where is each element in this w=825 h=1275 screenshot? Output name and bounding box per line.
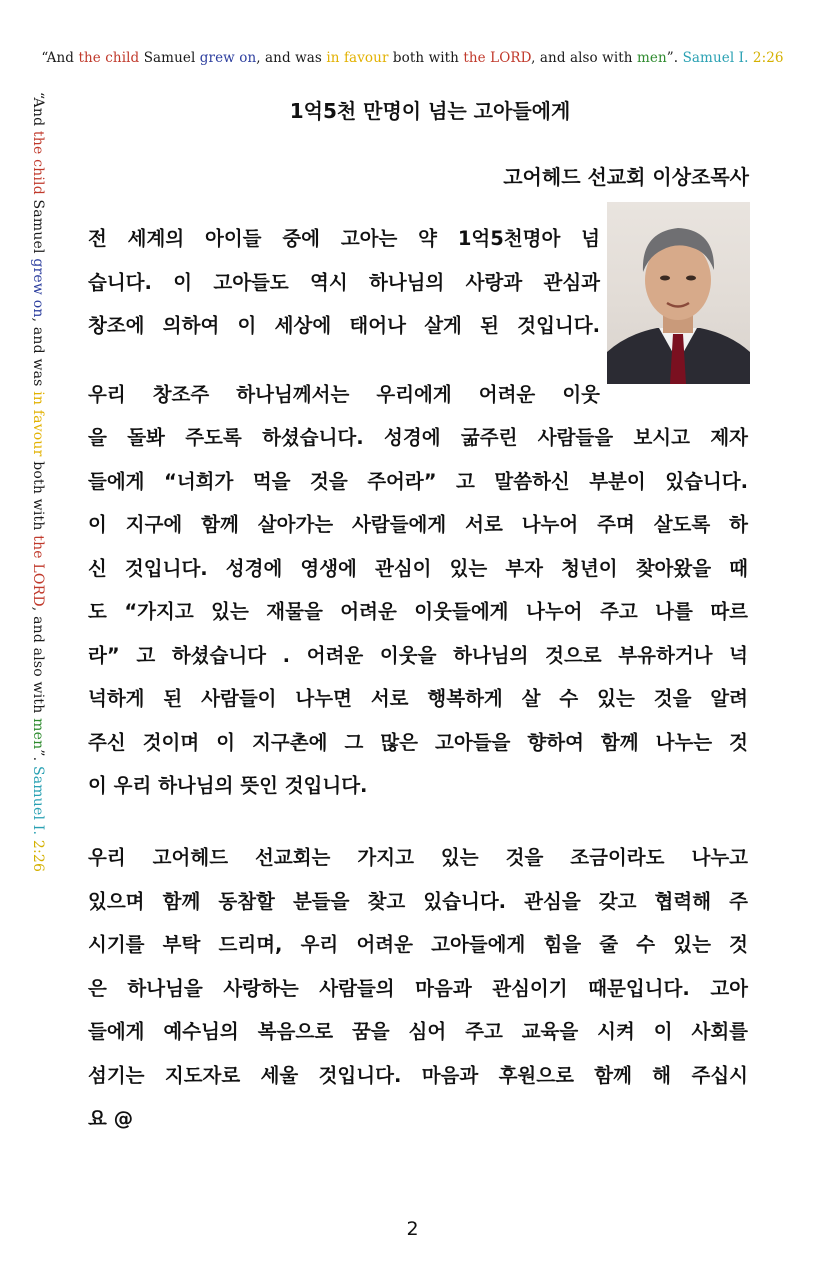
text-line: 있으며 함께 동참할 분들을 찾고 있습니다. 관심을 갖고 협력해 주 — [88, 889, 748, 913]
side-verse-banner — [30, 92, 46, 873]
text-line: 습니다. 이 고아들도 역시 하나님의 사랑과 관심과 — [88, 270, 600, 294]
banner-part: in favour — [326, 50, 393, 66]
banner-part: Samuel I. — [682, 50, 753, 66]
banner-part: , and also with — [30, 606, 46, 719]
text-line: 주신 것이며 이 지구촌에 그 많은 고아들을 향하여 함께 나누는 것 — [88, 730, 748, 754]
banner-part: 2:26 — [752, 50, 784, 66]
banner-part: Samuel — [30, 199, 46, 259]
paragraph-1 — [88, 217, 600, 348]
text-line: 을 돌봐 주도록 하셨습니다. 성경에 굶주린 사람들을 보시고 제자 — [88, 426, 748, 449]
banner-part: Samuel — [143, 50, 200, 66]
text-line: 은 하나님을 사랑하는 사람들의 마음과 관심이기 때문입니다. 고아 — [88, 976, 748, 1000]
banner-part: ”. — [666, 50, 683, 66]
banner-part: the LORD — [30, 535, 46, 607]
banner-part: in favour — [30, 391, 46, 462]
banner-part: 2:26 — [30, 839, 46, 873]
banner-part: , and was — [30, 317, 46, 392]
text-line: 전 세계의 아이들 중에 고아는 약 1억5천명아 넘 — [88, 227, 600, 250]
page-title: 1억5천 만명이 넘는 고아들에게 — [289, 99, 571, 123]
text-line: 시기를 부탁 드리며, 우리 어려운 고아들에게 힘을 줄 수 있는 것 — [88, 933, 748, 956]
text-line: 넉하게 된 사람들이 나누면 서로 행복하게 살 수 있는 것을 알려 — [88, 687, 748, 710]
paragraph-2-first-line — [88, 373, 600, 417]
banner-part: both with — [392, 50, 464, 66]
banner-part: the child — [78, 50, 144, 66]
author-line: 고어헤드 선교회 이상조목사 — [503, 165, 749, 189]
text-line: 도 “가지고 있는 재물을 어려운 이웃들에게 나누어 주고 나를 따르 — [88, 600, 748, 623]
banner-part: men — [30, 718, 46, 750]
text-line: 이 우리 하나님의 뜻인 것입니다. — [88, 774, 368, 797]
text-line: 창조에 의하여 이 세상에 태어나 살게 된 것입니다. — [88, 314, 600, 337]
banner-part: both with — [30, 461, 46, 536]
banner-part: , and also with — [531, 50, 637, 66]
author-photo — [607, 202, 750, 384]
text-line: 들에게 예수님의 복음으로 꿈을 심어 주고 교육을 시켜 이 사회를 — [88, 1020, 748, 1043]
banner-part: , and was — [256, 50, 327, 66]
banner-part: ”. — [30, 749, 46, 766]
banner-part: the LORD — [463, 50, 532, 66]
paragraph-3 — [88, 836, 748, 1141]
banner-part: grew on — [30, 258, 46, 318]
banner-part: “And — [41, 50, 79, 66]
text-line: 우리 고어헤드 선교회는 가지고 있는 것을 조금이라도 나누고 — [88, 846, 748, 869]
text-line: 들에게 “너희가 먹을 것을 주어라” 고 말씀하신 부분이 있습니다. — [88, 469, 748, 493]
banner-part: grew on — [199, 50, 257, 66]
text-line: 우리 창조주 하나님께서는 우리에게 어려운 이웃 — [88, 383, 600, 406]
paragraph-2 — [88, 416, 748, 808]
banner-part: Samuel I. — [30, 765, 46, 840]
banner-part: men — [636, 50, 667, 66]
text-line: 신 것입니다. 성경에 영생에 관심이 있는 부자 청년이 찾아왔을 때 — [88, 556, 748, 580]
text-line: 섬기는 지도자로 세울 것입니다. 마음과 후원으로 함께 해 주십시 — [88, 1063, 748, 1087]
banner-part: “And — [30, 92, 46, 131]
banner-part: the child — [30, 130, 46, 200]
text-line: 이 지구에 함께 살아가는 사람들에게 서로 나누어 주며 살도록 하 — [88, 513, 748, 536]
top-verse-banner — [0, 50, 825, 66]
portrait-image — [607, 202, 750, 384]
text-line: 라” 고 하셨습니다 . 어려운 이웃을 하나님의 것으로 부유하거나 넉 — [88, 643, 748, 667]
text-line: 요 @ — [88, 1107, 134, 1130]
page-number: 2 — [406, 1218, 419, 1240]
